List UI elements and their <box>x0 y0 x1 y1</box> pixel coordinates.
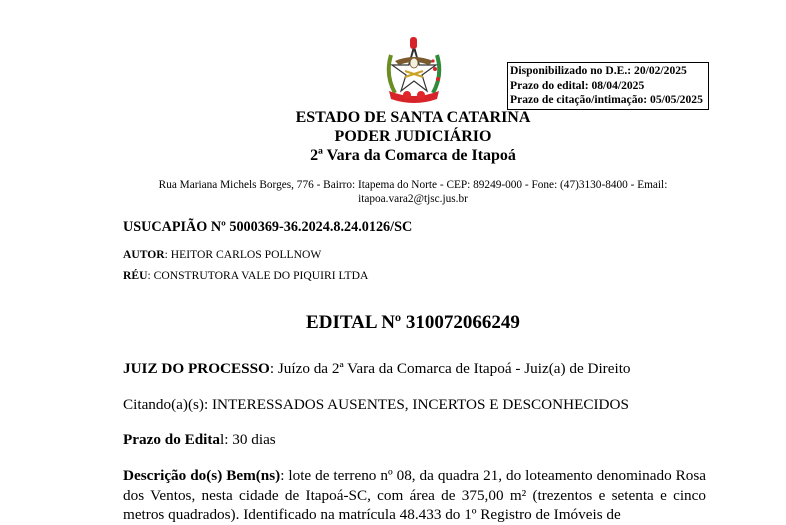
descricao-value: : lote de terreno nº 08, da quadra 21, do loteamento denominado Rosa dos Ventos, nesta cidade de Itapoá-SC, com área de 375,00 m² (trezentos e setenta e cinco metros quadrados). Identificado na matrícula 48.433 do 1º Registro de Imóveis de <box>123 467 707 523</box>
court-address: Rua Mariana Michels Borges, 776 - Bairro: Itapema do Norte - CEP: 89249-000 - Fone: (47)3130-8400 - Email: <box>158 179 668 191</box>
juiz-value: : Juízo da 2ª Vara da Comarca de Itapoá - Juiz(a) de Direito <box>269 360 631 377</box>
prazo-value: l: 30 dias <box>220 431 276 448</box>
prazo-line <box>123 431 276 449</box>
branch-heading: PODER JUDICIÁRIO <box>334 128 492 145</box>
coat-of-arms-icon <box>383 35 445 105</box>
state-heading: ESTADO DE SANTA CATARINA <box>295 109 531 126</box>
autor-label: AUTOR <box>123 248 165 261</box>
edital-title: EDITAL Nº 310072066249 <box>306 312 520 333</box>
citando-line: Citando(a)(s): INTERESSADOS AUSENTES, INCERTOS E DESCONHECIDOS <box>123 396 629 413</box>
disponibilizado-date: Disponibilizado no D.E.: 20/02/2025 <box>510 64 687 77</box>
case-number: USUCAPIÃO Nº 5000369-36.2024.8.24.0126/SC <box>123 219 413 235</box>
publication-dates-box <box>507 62 709 110</box>
reu-line <box>123 269 368 282</box>
descricao-paragraph <box>123 466 706 525</box>
prazo-citacao-date: Prazo de citação/intimação: 05/05/2025 <box>510 93 703 106</box>
juiz-label: JUIZ DO PROCESSO <box>123 360 270 377</box>
reu-value: : CONSTRUTORA VALE DO PIQUIRI LTDA <box>147 269 369 282</box>
prazo-label: Prazo do Edita <box>123 431 221 448</box>
prazo-edital-date: Prazo do edital: 08/04/2025 <box>510 78 645 92</box>
reu-label: RÉU <box>123 269 148 282</box>
court-email: itapoa.vara2@tjsc.jus.br <box>358 193 468 205</box>
descricao-label: Descrição do(s) Bem(ns) <box>123 467 281 484</box>
autor-value: : HEITOR CARLOS POLLNOW <box>164 248 322 261</box>
autor-line <box>123 248 321 261</box>
court-heading: 2ª Vara da Comarca de Itapoá <box>310 147 516 164</box>
juiz-line <box>123 360 631 378</box>
